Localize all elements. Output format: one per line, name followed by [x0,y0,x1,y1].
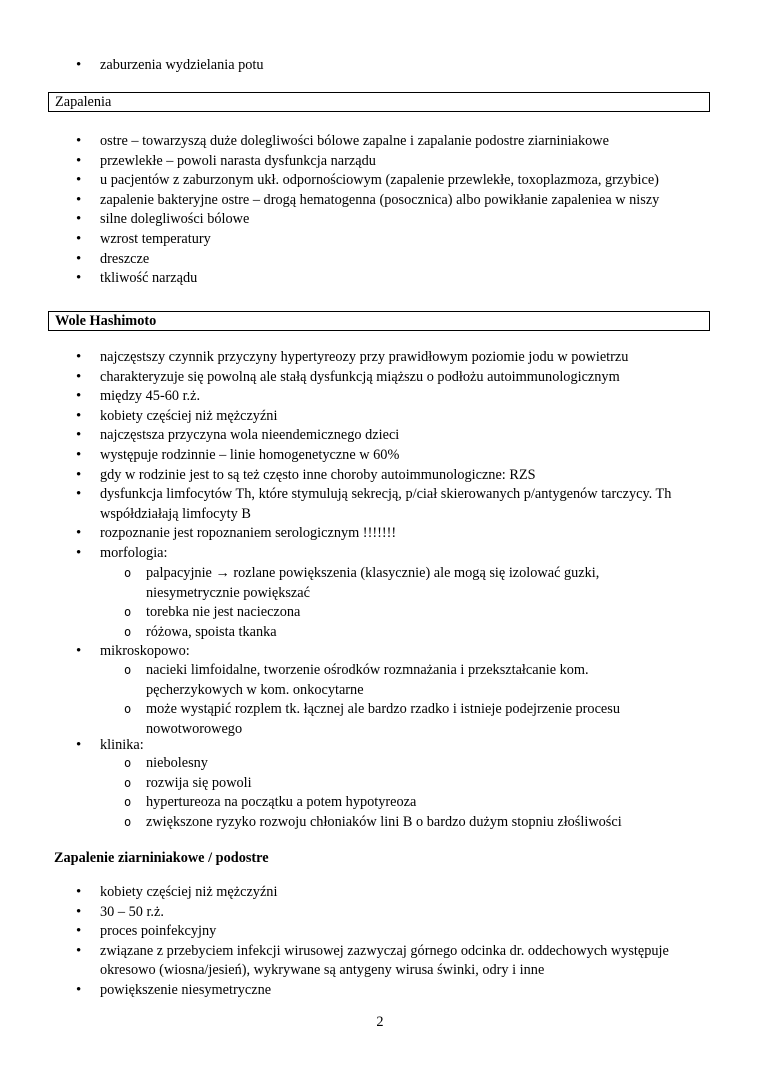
list-item: • u pacjentów z zaburzonym ukł. odpornościowym (zapalenie przewlekłe, toxoplazmoza, grzybice) [0,171,680,191]
list-item: • ostre – towarzyszą duże dolegliwości bólowe zapalne i zapalanie podostre ziarniniakowe [0,132,680,152]
page-number: 2 [376,1014,384,1030]
list-item: • rozpoznanie jest ropoznaniem serologicznym !!!!!!! [0,524,680,544]
sublist-item: o hypertureoza na początku a potem hypotyreoza [0,793,686,813]
list-item: • dreszcze [0,250,680,270]
list-item-klinika: • klinika: [0,736,680,756]
list-item: • gdy w rodzinie jest to są też często inne choroby autoimmunologiczne: RZS [0,466,680,486]
mikro-sublist [0,661,686,739]
list-item: • najczęstszy czynnik przyczyny hypertyreozy przy prawidłowym poziomie jodu w powietrzu [0,348,680,368]
list-item: • zapalenie bakteryjne ostre – drogą hematogenna (posocznica) albo powikłanie zapaleniea w niszy [0,191,680,211]
list-item: • proces poinfekcyjny [0,922,680,942]
morfologia-sublist [0,564,686,642]
morfologia-label: morfologia: [100,544,168,561]
top-list [0,56,680,76]
list-item: • zaburzenia wydzielania potu [0,56,680,76]
list-item: • między 45-60 r.ż. [0,387,680,407]
list-item-morfologia [0,544,680,564]
list-item: • kobiety częściej niż mężczyźni [0,407,680,427]
mikro-list [0,642,680,662]
sublist-item: o palpacyjnie → rozlane powiększenia (klasycznie) ale mogą się izolować guzki, niesymetrycznie powiększać [0,564,686,603]
sublist-item: o nacieki limfoidalne, tworzenie ośrodków rozmnażania i przekształcanie kom. pęcherzykowych w kom. onkocytarne [0,661,686,700]
list-item: • kobiety częściej niż mężczyźni [0,883,680,903]
section-heading-zapalenia: Zapalenia [48,92,710,112]
list-item: • najczęstsza przyczyna wola nieendemicznego dzieci [0,426,680,446]
sublist-item: o torebka nie jest nacieczona [0,603,686,623]
section-heading-hashimoto: Wole Hashimoto [48,311,710,331]
sublist-item: o zwiększone ryzyko rozwoju chłoniaków lini B o bardzo dużym stopniu złośliwości [0,813,686,833]
list-item: • przewlekłe – powoli narasta dysfunkcja narządu [0,152,680,172]
list-item: • tkliwość narządu [0,269,680,289]
hashimoto-list [0,348,680,564]
list-item: • charakteryzuje się powolną ale stałą dysfunkcją miąższu o podłożu autoimmunologicznym [0,368,680,388]
list-item: • wzrost temperatury [0,230,680,250]
list-item: • powiększenie niesymetryczne [0,981,680,1001]
list-item: • dysfunkcja limfocytów Th, które stymulują sekrecją, p/ciał skierowanych p/antygenów tarczycy. Th współdziałają limfocyty B [0,485,680,524]
list-item: • związane z przebyciem infekcji wirusowej zazwyczaj górnego odcinka dr. oddechowych występuje okresowo (wiosna/jesień), wykrywane są antygeny wirusa świnki, odry i inne [0,942,680,981]
zapalenia-list [0,132,680,289]
sublist-item: o może wystąpić rozplem tk. łącznej ale bardzo rzadko i istnieje podejrzenie procesu nowotworowego [0,700,686,739]
section-heading-ziarniniakowe: Zapalenie ziarniniakowe / podostre [54,850,269,866]
klinika-sublist [0,754,686,832]
list-item-mikroskopowo: • mikroskopowo: [0,642,680,662]
sublist-item: o rozwija się powoli [0,774,686,794]
sublist-item: o niebolesny [0,754,686,774]
klinika-list [0,736,680,756]
list-item: • silne dolegliwości bólowe [0,210,680,230]
sublist-item: o różowa, spoista tkanka [0,623,686,643]
list-item: • występuje rodzinnie – linie homogenetyczne w 60% [0,446,680,466]
ziarniniakowe-list [0,883,680,1001]
list-item: • 30 – 50 r.ż. [0,903,680,923]
